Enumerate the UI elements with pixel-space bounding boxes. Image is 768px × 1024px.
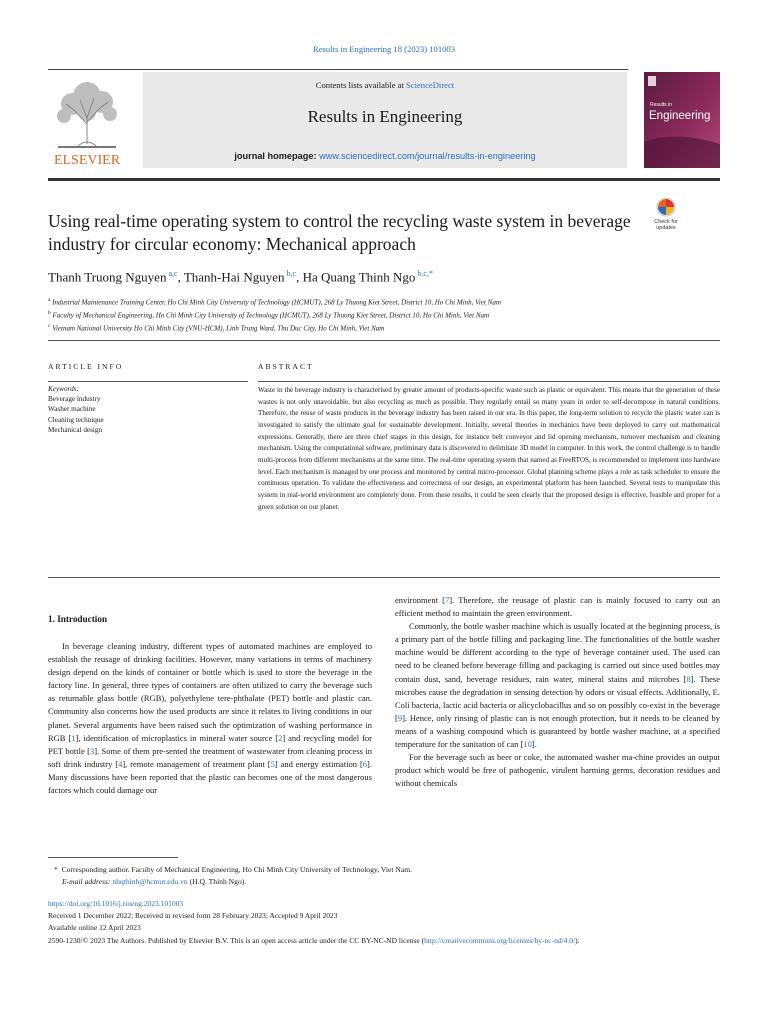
title-rule — [48, 340, 720, 341]
footnote-text: Corresponding author. Faculty of Mechanical Engineering, Ho Chi Minh City University of Technology, Viet Nam. — [61, 865, 413, 874]
received-dates: Received 1 December 2022; Received in revised form 28 February 2023; Accepted 9 April 2023 — [48, 911, 338, 921]
masthead-bottom-rule — [48, 178, 720, 181]
citation-link[interactable]: 4 — [118, 758, 123, 769]
article-info-rule — [48, 381, 248, 382]
body-text: ]. Some of them pre-sented the treatment of wastewater from cleaning process in soft drink industry [ — [48, 745, 372, 769]
body-text: Commonly, the bottle washer machine which is usually located at the beginning process, is a primary part of the bottle filling and packaging line. The functionalities of the bottle washer machine would be different according to the type of beverage container used. The used can need to be cleaned before beverage filling and packaging is carried out since used bottles may contain dust, sand, beverage residues, rain water, mineral stains and microbes [ — [395, 621, 720, 684]
citation-link[interactable]: 2 — [278, 732, 283, 743]
homepage-label: journal homepage: — [234, 151, 320, 161]
body-text: ] and energy estimation [ — [274, 758, 363, 769]
masthead-top-rule — [48, 69, 628, 70]
journal-reference[interactable]: Results in Engineering 18 (2023) 101003 — [312, 44, 456, 54]
body-text: ] and recycling model for PET bottle [ — [48, 732, 372, 756]
keyword: Beverage industry — [48, 395, 101, 404]
author-list — [48, 269, 668, 285]
publication-info — [48, 898, 720, 947]
footnote-rule — [48, 857, 178, 858]
citation-link[interactable]: 6 — [362, 758, 368, 769]
affiliation-text: Vietnam National University Ho Chi Minh City (VNU-HCM), Linh Trung Ward, Thu Duc City, Ho Chi Minh, Viet Nam — [50, 324, 385, 333]
affiliation-marker: b — [48, 309, 51, 316]
available-online: Available online 12 April 2023 — [48, 923, 141, 933]
affiliation-line — [48, 295, 728, 308]
affiliations — [48, 295, 728, 334]
homepage-link[interactable]: www.sciencedirect.com/journal/results-in-engineering — [319, 151, 536, 161]
citation-link[interactable]: 9 — [397, 712, 403, 723]
body-text: For the beverage such as beer or coke, the automated washer ma-chine provides an output product which would be free of pathogenic, virulent harming germs, decoration residues and without chemicals — [395, 752, 720, 789]
article-title: Using real-time operating system to control the recycling waste system in beverage industry for circular economy: Mechanical approach — [48, 211, 631, 254]
license-prefix: 2590-1230/© 2023 The Authors. Published by Elsevier B.V. This is an open access article under the CC BY-NC-ND license ( — [48, 935, 425, 945]
license-link[interactable]: http://creativecommons.org/licenses/by-nc-nd/4.0/ — [424, 935, 576, 945]
journal-cover[interactable] — [644, 72, 720, 168]
citation-link[interactable]: 7 — [444, 595, 450, 605]
body-column-right — [395, 594, 720, 790]
abstract-heading: ABSTRACT — [258, 362, 314, 371]
email-link[interactable]: nhqthinh@hcmut.edu.vn — [112, 877, 188, 886]
body-paragraph — [395, 751, 720, 790]
license-suffix: ). — [575, 935, 580, 945]
body-text: ]. — [531, 739, 537, 750]
citation-link[interactable]: 5 — [270, 758, 275, 769]
journal-name: Results in Engineering — [307, 107, 463, 126]
body-text: ]. Many discussions have been reported that the plastic can becomes one of the most dangerous factors which could damage our — [48, 758, 372, 796]
body-text: environment [ — [395, 595, 445, 605]
affiliation-line — [48, 321, 728, 334]
email-line — [54, 876, 714, 888]
affiliation-line — [48, 308, 728, 321]
body-paragraph — [395, 620, 720, 751]
email-suffix: (H.Q. Thinh Ngo). — [187, 877, 247, 886]
sciencedirect-link[interactable]: ScienceDirect — [406, 80, 455, 90]
journal-homepage — [143, 151, 627, 161]
check-updates-line1: Check for — [654, 219, 678, 225]
cover-text-small: Results in — [650, 102, 672, 108]
affiliation-text: Industrial Maintenance Training Center, Ho Chi Minh City University of Technology (HCMUT), 268 Ly Thuong Kiet Street, District 10, Ho Chi Minh, Viet Nam — [50, 298, 501, 307]
keywords-label: Keywords: — [48, 385, 79, 393]
author-affiliation-marker[interactable]: b,c,* — [415, 269, 433, 278]
author-affiliation-marker[interactable]: a,c — [166, 269, 178, 278]
check-updates-line2: updates — [656, 225, 676, 231]
author-affiliation-marker[interactable]: b,c — [284, 269, 297, 278]
author-separator: , — [177, 269, 184, 285]
author-name: Thanh Truong Nguyen — [48, 269, 167, 285]
abstract-bottom-rule — [48, 577, 720, 578]
keyword: Cleaning technique — [48, 415, 104, 424]
elsevier-logo[interactable] — [48, 72, 126, 168]
keyword: Mechanical design — [48, 425, 103, 434]
journal-cover-image — [644, 72, 720, 168]
affiliation-marker: a — [48, 297, 51, 303]
article-info-heading: ARTICLE INFO — [48, 362, 124, 371]
affiliation-text: Faculty of Mechanical Engineering, Ho Chi Minh City University of Technology (HCMUT), 268 Ly Thuong Kiet Street, District 10, Ho Chi Minh, Viet Nam — [50, 311, 490, 320]
body-text: ]. Hence, only rinsing of plastic can is not enough protection, but it needs to be cleaned by means of a washing compound which is guaranteed by bottle washer machine, at a specified temperature for the sanitation of can [ — [395, 712, 720, 750]
publisher-wordmark: ELSEVIER — [53, 153, 121, 168]
body-column-left — [48, 640, 372, 797]
corresponding-author-footnote — [54, 864, 714, 888]
check-for-updates-badge[interactable] — [646, 194, 686, 234]
email-label: E-mail address: — [62, 877, 113, 886]
footnote-line — [54, 864, 714, 876]
citation-link[interactable]: 8 — [686, 673, 691, 684]
body-text: ]. These microbes cause the degradation in sensing detection by odors or visual effects. Additionally, E. Coli bacteria, lactic acid bacteria or alicyclobacillus and so on possibly co-exist in the beverage [ — [395, 673, 720, 723]
author-separator: , — [296, 269, 303, 285]
author-name: Ha Quang Thinh Ngo — [302, 269, 416, 285]
author-name: Thanh-Hai Nguyen — [183, 269, 285, 285]
affiliation-marker: c — [48, 322, 51, 329]
abstract-text: Waste in the beverage industry is characterised by greater amount of products-specific waste such as plastic or equivalent. This means that the generation of these wastes is not only unavoidable, but also recycling as much as possible. They regularly entail so many years in order to self-decompose in natural conditions. Therefore, the reuse of waste products in the beverage industry has been raised in our era. In this paper, the long-term solution to recycle the plastic water can is investigated to satisfy the ultimate goal for sustainable development. Initially, several theories in mechanics have been deployed to carry out mathematical expressions. Generally, there are three chief stages in this design, for instance belt conveyor and lid opening mechanism, turnover mechanism and cleaning mechanism. Using the computational software, preliminary data is discovered to delimitate 3D model in computer. In this work, the control challenge is to handle multi-process from different mechanisms at the same time. The real-time operating system that named as FreeRTOS, is recommended to implement into hardware level. Each mechanism is managed by one process and monitored by central micro-processor. Global planning scheme plays a role as task scheduler to ensure the continuous operation. To validate the effectiveness and correctness of our design, an experimental platform has been launched. Several tests to manipulate this system in real-world environment are completely done. From these results, it could be seen clearly that the proposed design is effective, feasible and proper for a green solution on our planet. — [258, 386, 720, 511]
contents-line — [143, 80, 627, 90]
body-text: ]. Therefore, the reusage of plastic can is mainly focused to carry out an efficient method to maintain the green environment. — [395, 595, 720, 619]
doi-link[interactable]: https://doi.org/10.1016/j.rineng.2023.101003 — [48, 899, 184, 908]
citation-link[interactable]: 10 — [523, 739, 532, 750]
body-paragraph — [48, 640, 372, 797]
citation-link[interactable]: 1 — [71, 732, 76, 743]
cover-text-big: Engineering — [649, 110, 711, 122]
body-paragraph — [395, 594, 720, 620]
body-text: In beverage cleaning industry, different types of automated machines are employed to establish the reusage of drinking facilities. However, many variations in terms of machinery design depend on the kinds of container or bottle which is used to store the beverage in the factory line. In general, three types of containers are often utilized to carry the beverage such as returnable glass bottle (RGB), polyethylene tere-phthalate (PET) bottle and plastic can. Community also concerns how the used products are since it relates to living conditions in our planet. Several arguments have been raised such the optimization of washing performance in RGB [ — [48, 641, 372, 743]
section-heading-introduction: 1. Introduction — [48, 614, 108, 624]
body-text: ], identification of microplastics in mineral water source [ — [75, 732, 279, 743]
footnote-marker: * — [54, 865, 58, 874]
citation-link[interactable]: 3 — [89, 745, 95, 756]
keywords-block — [48, 384, 248, 435]
keyword: Washer machine — [48, 405, 96, 414]
check-updates-icon — [646, 194, 686, 234]
abstract-rule — [258, 381, 720, 382]
license-line — [48, 935, 720, 947]
contents-prefix: Contents lists available at — [315, 80, 406, 90]
body-text: ], remote management of treatment plant [ — [122, 758, 271, 769]
elsevier-tree-icon — [48, 72, 126, 168]
